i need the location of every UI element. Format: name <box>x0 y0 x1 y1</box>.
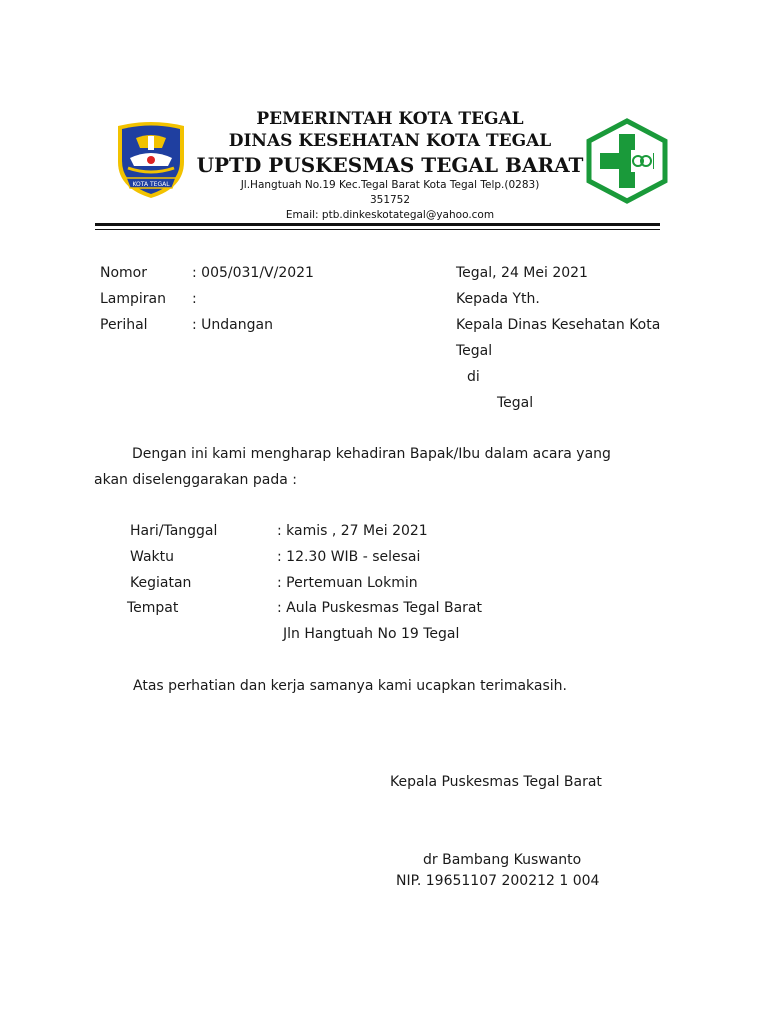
opening-line1: Dengan ini kami mengharap kehadiran Bapak/Ibu dalam acara yang <box>132 446 611 462</box>
detail-label-hari: Hari/Tanggal <box>130 523 218 539</box>
letterhead-rule-thick <box>95 223 660 226</box>
opening-line2: akan diselenggarakan pada : <box>94 472 297 488</box>
detail-value-tempat: : Aula Puskesmas Tegal Barat <box>277 600 482 616</box>
detail-value-hari: : kamis , 27 Mei 2021 <box>277 523 428 539</box>
detail-value-waktu: : 12.30 WIB - selesai <box>277 549 421 565</box>
lampiran-label: Lampiran <box>100 291 167 307</box>
letterhead-rule-thin <box>95 229 660 230</box>
recipient-di: di <box>467 369 480 385</box>
perihal-label: Perihal <box>100 317 148 333</box>
detail-label-tempat: Tempat <box>127 600 179 616</box>
kota-tegal-emblem-icon <box>110 118 192 200</box>
detail-label-kegiatan: Kegiatan <box>130 575 192 591</box>
nomor-value: : 005/031/V/2021 <box>192 265 314 281</box>
letter-date: Tegal, 24 Mei 2021 <box>456 265 588 281</box>
nomor-label: Nomor <box>100 265 147 281</box>
signature-name: dr Bambang Kuswanto <box>423 852 582 868</box>
signature-nip: NIP. 19651107 200212 1 004 <box>396 873 600 889</box>
signature-title: Kepala Puskesmas Tegal Barat <box>390 774 602 790</box>
address-line1: Jl.Hangtuah No.19 Kec.Tegal Barat Kota Tegal Telp.(0283) <box>240 179 540 191</box>
emblem-banner-text: KOTA TEGAL <box>132 181 170 188</box>
recipient-name-line1: Kepala Dinas Kesehatan Kota <box>456 317 661 333</box>
puskesmas-cross-logo-icon <box>584 118 670 204</box>
letterhead-line1: PEMERINTAH KOTA TEGAL <box>256 109 524 129</box>
lampiran-value: : <box>192 291 197 307</box>
email-line: Email: ptb.dinkeskotategal@yahoo.com <box>285 209 495 221</box>
recipient-place: Tegal <box>497 395 534 411</box>
perihal-value: : Undangan <box>192 317 273 333</box>
detail-value-kegiatan: : Pertemuan Lokmin <box>277 575 418 591</box>
closing-text: Atas perhatian dan kerja samanya kami ucapkan terimakasih. <box>133 678 567 694</box>
letterhead-line3: UPTD PUSKESMAS TEGAL BARAT <box>196 153 584 177</box>
detail-label-waktu: Waktu <box>130 549 174 565</box>
letterhead-line2: DINAS KESEHATAN KOTA TEGAL <box>228 131 552 151</box>
address-line2: 351752 <box>369 194 411 206</box>
kepada-yth: Kepada Yth. <box>456 291 540 307</box>
location-line2: Jln Hangtuah No 19 Tegal <box>283 626 460 642</box>
recipient-name-line2: Tegal <box>456 343 493 359</box>
letterhead-address <box>190 178 590 223</box>
